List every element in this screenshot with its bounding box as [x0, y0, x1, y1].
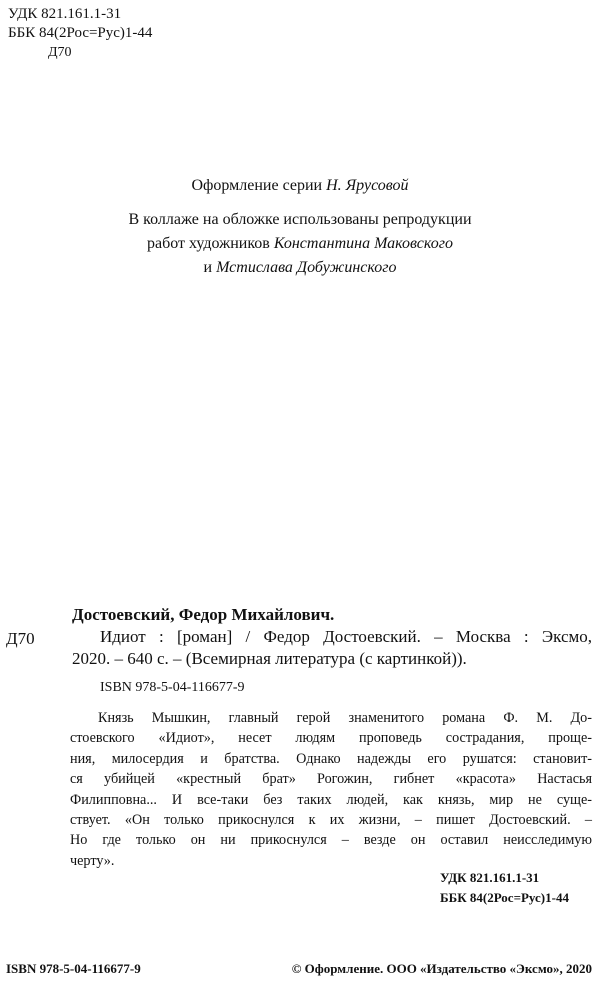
annotation-line: Филипповна... И все-таки без таких людей, как князь, мир не суще-	[70, 791, 592, 808]
collage-credit-line3-text: и	[203, 259, 213, 276]
design-credit-label: Оформление серии	[191, 177, 323, 194]
annotation-line: ния, милосердия и братства. Однако надежды его рушатся: становит-	[70, 750, 592, 767]
collage-credit-artist2: Мстислава Добужинского	[216, 259, 397, 276]
collage-credit-line3	[0, 256, 600, 280]
author-mark: Д70	[48, 45, 72, 60]
annotation-line: ствует. «Он только прикоснулся к их жизни, – пишет Достоевский. –	[70, 812, 592, 829]
catalog-entry-mark: Д70	[6, 629, 35, 648]
catalog-entry-author: Достоевский, Федор Михайлович.	[72, 605, 335, 624]
bottom-bbk-code: ББК 84(2Рос=Рус)1-44	[440, 890, 569, 905]
catalog-entry-isbn: ISBN 978-5-04-116677-9	[100, 680, 245, 695]
annotation	[70, 708, 592, 871]
footer-isbn: ISBN 978-5-04-116677-9	[6, 961, 141, 976]
top-classification-codes	[8, 5, 152, 62]
design-credit-name: Н. Ярусовой	[326, 177, 409, 194]
catalog-entry	[72, 604, 592, 670]
bbk-code: ББК 84(2Рос=Рус)1-44	[8, 25, 153, 41]
bottom-udk-code: УДК 821.161.1-31	[440, 870, 540, 885]
catalog-entry-line1: Идиот : [роман] / Федор Достоевский. – Москва : Эксмо,	[100, 627, 592, 646]
collage-credit-line2-text: работ художников	[146, 235, 270, 252]
annotation-line: Но где только он ни прикоснулся – везде он оставил неисследимую	[70, 832, 592, 849]
annotation-line: ся убийцей «крестный брат» Рогожин, гибнет «красота» Настасья	[70, 771, 592, 788]
bottom-classification-codes	[440, 868, 569, 908]
annotation-line: черту».	[70, 852, 115, 869]
collage-credit	[0, 208, 600, 280]
annotation-line: стоевского «Идиот», несет людям проповедь сострадания, проще-	[70, 730, 592, 747]
collage-credit-line1: В коллаже на обложке использованы репродукции	[128, 211, 472, 228]
collage-credit-artist1: Константина Маковского	[273, 235, 453, 252]
design-credit	[0, 174, 600, 198]
collage-credit-line2	[0, 232, 600, 256]
footer-copyright: © Оформление. ООО «Издательство «Эксмо», 2020	[291, 961, 592, 976]
catalog-entry-line2: 2020. – 640 с. – (Всемирная литература (с картинкой)).	[72, 649, 467, 668]
annotation-line: Князь Мышкин, главный герой знаменитого романа Ф. М. До-	[98, 710, 592, 726]
udk-code: УДК 821.161.1-31	[8, 6, 122, 22]
